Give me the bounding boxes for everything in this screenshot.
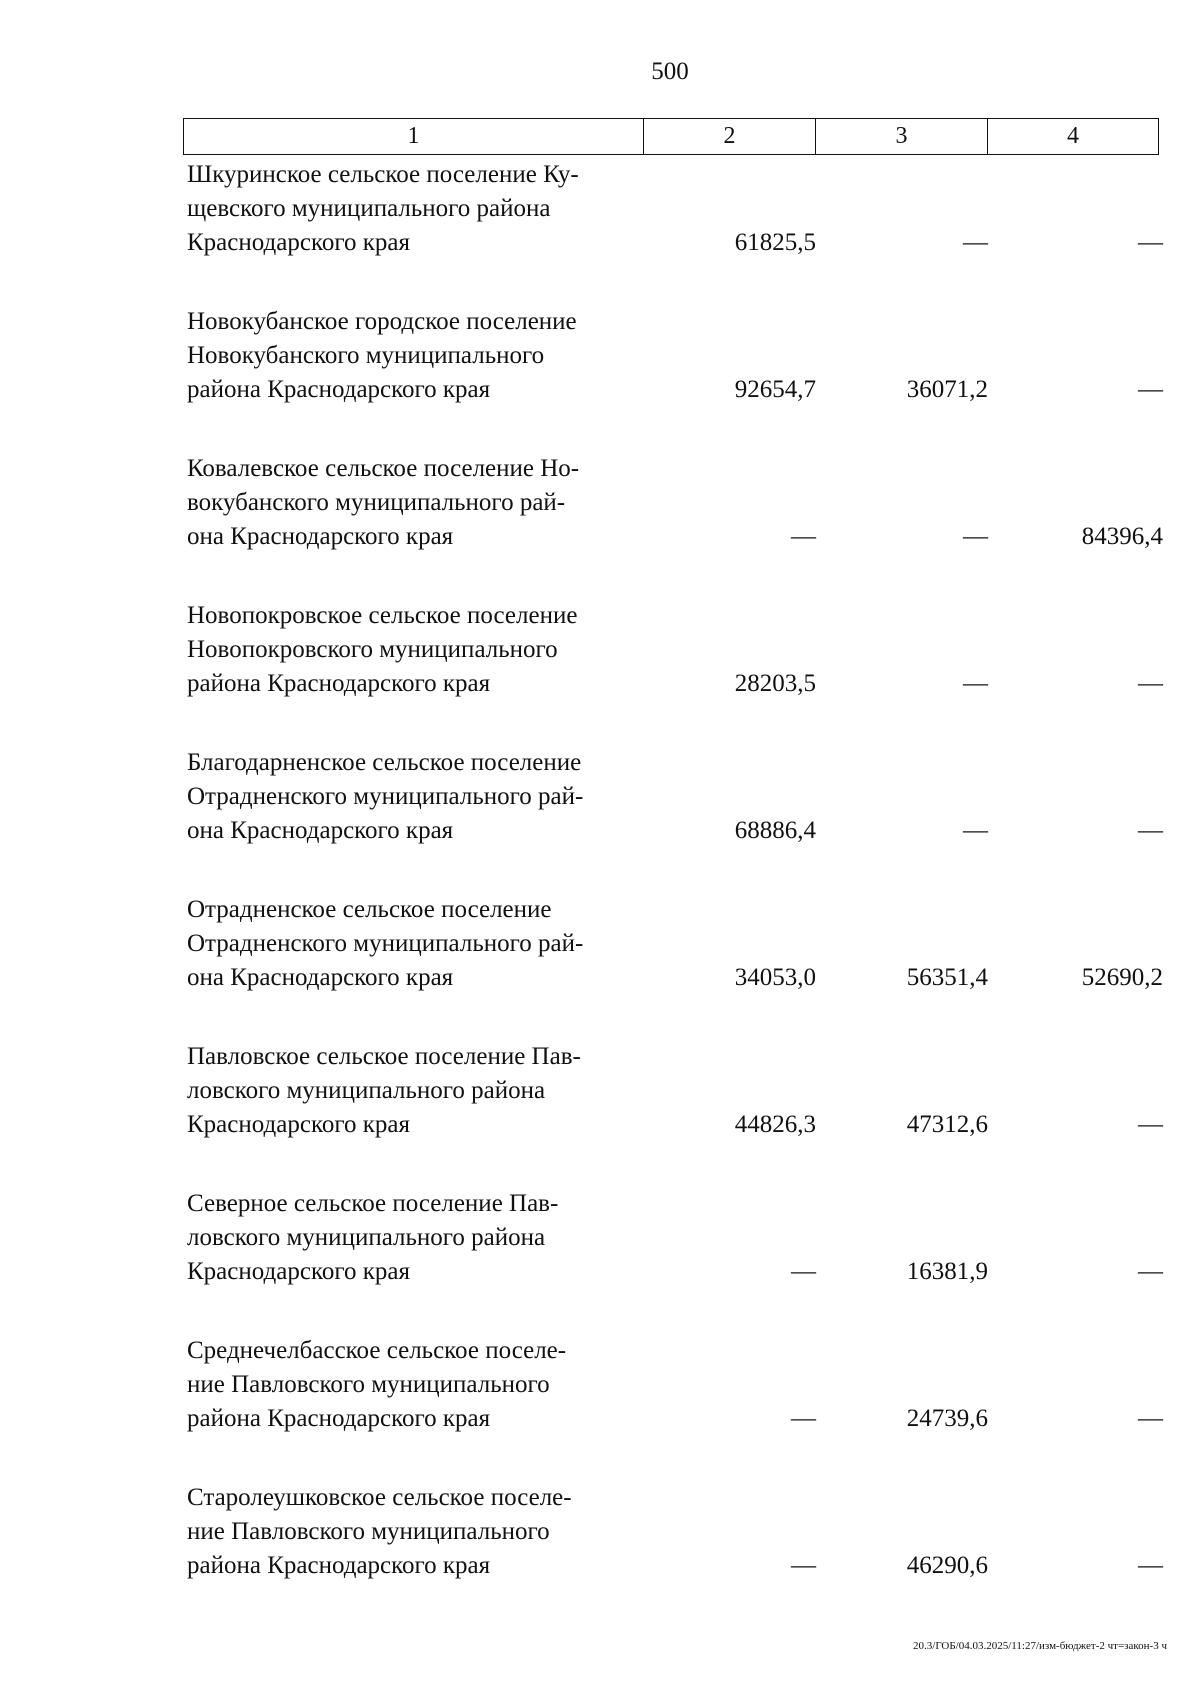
- value-col-3: —: [963, 817, 988, 844]
- settlement-name-line: Новопокровского муниципального: [187, 636, 558, 663]
- settlement-name-line: Краснодарского края: [187, 1258, 410, 1285]
- table-body: [187, 158, 1163, 1628]
- value-col-4: —: [1138, 817, 1163, 844]
- table-row: [187, 305, 1163, 452]
- settlement-name-line: района Краснодарского края: [187, 1552, 491, 1579]
- settlement-name-line: Отрадненского муниципального рай-: [187, 930, 584, 957]
- value-col-4: —: [1138, 229, 1163, 256]
- settlement-name: [187, 452, 657, 554]
- table-row: [187, 599, 1163, 746]
- value-col-3: 46290,6: [906, 1552, 988, 1579]
- value-col-2: 28203,5: [734, 670, 816, 697]
- settlement-name-line: она Краснодарского края: [187, 964, 454, 991]
- settlement-name-line: она Краснодарского края: [187, 817, 454, 844]
- settlement-name: [187, 158, 657, 260]
- header-col-3: 3: [816, 119, 988, 154]
- header-col-1: 1: [184, 119, 644, 154]
- settlement-name-line: района Краснодарского края: [187, 376, 491, 403]
- settlement-name: [187, 1481, 657, 1583]
- settlement-name-line: Старолеушковское сельское поселе-: [187, 1484, 572, 1511]
- value-col-3: 36071,2: [906, 376, 988, 403]
- settlement-name-line: Отрадненское сельское поселение: [187, 896, 552, 923]
- settlement-name-line: Отрадненского муниципального рай-: [187, 783, 584, 810]
- value-col-2: —: [791, 1258, 816, 1285]
- settlement-name-line: Павловское сельское поселение Пав-: [187, 1043, 581, 1070]
- value-col-4: —: [1138, 1258, 1163, 1285]
- settlement-name-line: Благодарненское сельское поселение: [187, 749, 582, 776]
- value-col-4: —: [1138, 1111, 1163, 1138]
- settlement-name-line: Краснодарского края: [187, 1111, 410, 1138]
- value-col-2: 44826,3: [734, 1111, 816, 1138]
- value-col-4: —: [1138, 670, 1163, 697]
- settlement-name-line: Ковалевское сельское поселение Но-: [187, 455, 580, 482]
- settlement-name-line: она Краснодарского края: [187, 523, 454, 550]
- settlement-name-line: ловского муниципального района: [187, 1077, 546, 1104]
- settlement-name: [187, 305, 657, 407]
- settlement-name-line: Шкуринское сельское поселение Ку-: [187, 161, 579, 188]
- table-row: [187, 158, 1163, 305]
- settlement-name-line: района Краснодарского края: [187, 1405, 491, 1432]
- table-row: [187, 1187, 1163, 1334]
- settlement-name-line: ловского муниципального района: [187, 1224, 546, 1251]
- value-col-2: —: [791, 1405, 816, 1432]
- settlement-name-line: Среднечелбасское сельское поселе-: [187, 1337, 567, 1364]
- value-col-3: 16381,9: [906, 1258, 988, 1285]
- value-col-3: —: [963, 229, 988, 256]
- table-row: [187, 1334, 1163, 1481]
- value-col-4: —: [1138, 1552, 1163, 1579]
- settlement-name-line: Новопокровское сельское поселение: [187, 602, 578, 629]
- settlement-name-line: района Краснодарского края: [187, 670, 491, 697]
- settlement-name-line: ние Павловского муниципального: [187, 1371, 550, 1398]
- settlement-name: [187, 893, 657, 995]
- table-row: [187, 452, 1163, 599]
- settlement-name-line: Новокубанское городское поселение: [187, 308, 577, 335]
- settlement-name-line: щевского муниципального района: [187, 195, 551, 222]
- settlement-name-line: Новокубанского муниципального: [187, 342, 545, 369]
- settlement-name: [187, 1040, 657, 1142]
- settlement-name-line: вокубанского муниципального рай-: [187, 489, 566, 516]
- value-col-2: —: [791, 1552, 816, 1579]
- table-row: [187, 893, 1163, 1040]
- header-col-2: 2: [644, 119, 816, 154]
- value-col-3: —: [963, 670, 988, 697]
- page-number: 500: [651, 58, 689, 85]
- settlement-name: [187, 746, 657, 848]
- value-col-3: 24739,6: [906, 1405, 988, 1432]
- table-row: [187, 1040, 1163, 1187]
- value-col-2: 92654,7: [734, 376, 816, 403]
- value-col-2: 68886,4: [734, 817, 816, 844]
- settlement-name: [187, 599, 657, 701]
- document-footer-code: 20.3/ГОБ/04.03.2025/11:27/изм-бюджет-2 чт=закон-3 ч: [913, 1640, 1167, 1652]
- table-row: [187, 746, 1163, 893]
- settlement-name: [187, 1187, 657, 1289]
- settlement-name-line: Северное сельское поселение Пав-: [187, 1190, 559, 1217]
- value-col-3: 56351,4: [906, 964, 988, 991]
- value-col-4: 84396,4: [1081, 523, 1163, 550]
- settlement-name-line: Краснодарского края: [187, 229, 410, 256]
- value-col-3: 47312,6: [906, 1111, 988, 1138]
- value-col-3: —: [963, 523, 988, 550]
- settlement-name: [187, 1334, 657, 1436]
- value-col-4: 52690,2: [1081, 964, 1163, 991]
- value-col-2: 61825,5: [734, 229, 816, 256]
- value-col-2: 34053,0: [734, 964, 816, 991]
- value-col-2: —: [791, 523, 816, 550]
- settlement-name-line: ние Павловского муниципального: [187, 1518, 550, 1545]
- value-col-4: —: [1138, 376, 1163, 403]
- table-row: [187, 1481, 1163, 1628]
- value-col-4: —: [1138, 1405, 1163, 1432]
- table-header: [183, 118, 1159, 155]
- header-col-4: 4: [1067, 123, 1079, 149]
